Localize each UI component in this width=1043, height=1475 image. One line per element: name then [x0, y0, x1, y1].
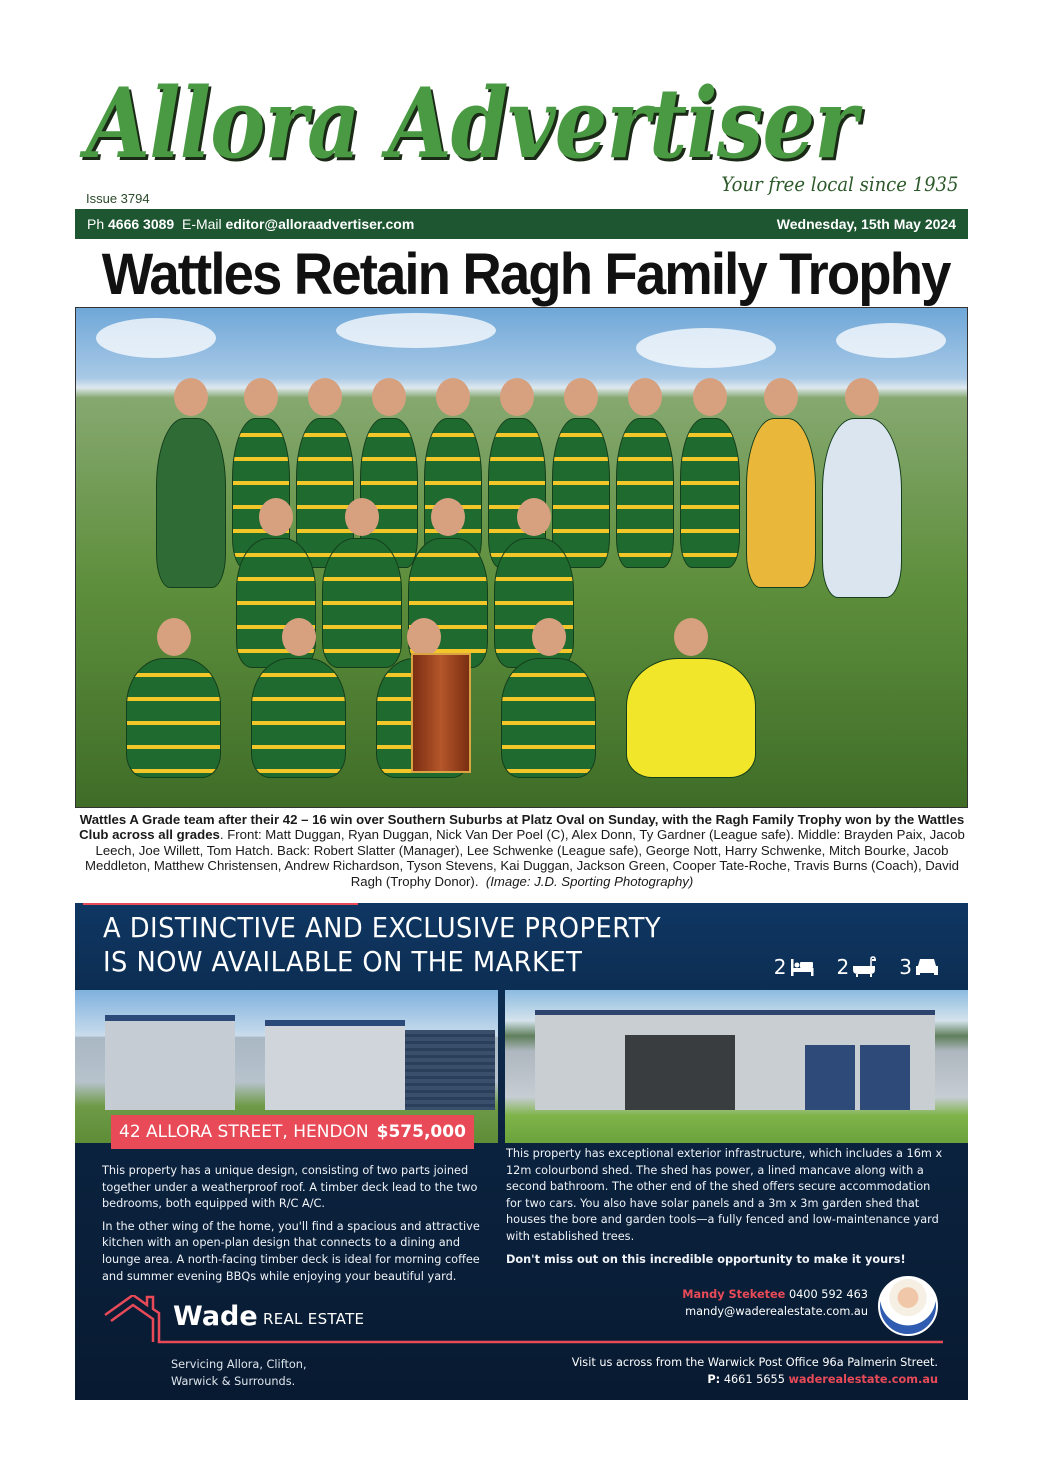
car-icon: [914, 956, 940, 978]
property-price: $575,000: [376, 1122, 466, 1142]
service-area-line-2: Warwick & Surrounds.: [171, 1374, 296, 1388]
bed-icon: [789, 956, 815, 978]
caption-front: . Front: Matt Duggan, Ryan Duggan, Nick Van Der Poel (C), Alex Donn, Ty Gardner (League safe).: [219, 827, 795, 843]
logo-wordmark: Wade: [173, 1301, 258, 1332]
house-description-p2: In the other wing of the home, you'll find a spacious and attractive kitchen with an open-plan design that connects to a dining and lounge area. A north-facing timber deck is ideal for morning coffee and summer evening BBQs while enjoying your beautiful yard.: [102, 1219, 480, 1283]
newspaper-title: Allora Advertiser: [86, 67, 857, 180]
bedroom-count: 2: [773, 955, 787, 979]
agent-avatar: [878, 1276, 938, 1336]
article-headline: Wattles Retain Ragh Family Trophy: [101, 242, 950, 307]
agent-email[interactable]: mandy@waderealestate.com.au: [685, 1305, 868, 1318]
logo-subtitle: REAL ESTATE: [263, 1310, 365, 1328]
ad-heading: [103, 911, 692, 979]
bedrooms-feature: [774, 955, 815, 979]
issue-date: Wednesday, 15th May 2024: [776, 216, 956, 232]
caption-middle: Middle: Brayden Paix, Jacob Leech, Joe Willett, Tom Hatch.: [95, 827, 965, 858]
agent-name: Mandy Steketee: [682, 1288, 786, 1301]
team-photo: [75, 307, 968, 808]
ragh-family-trophy: [411, 653, 471, 773]
contact-date-bar: [75, 209, 968, 239]
tagline: Your free local since 1935: [720, 172, 958, 196]
carspaces-feature: [899, 955, 940, 979]
accent-line: [83, 903, 358, 905]
players-group: [106, 338, 936, 808]
service-area: [171, 1357, 371, 1390]
phone-number: 4666 3089: [108, 216, 175, 232]
infrastructure-description-p1: This property has exceptional exterior infrastructure, which includes a 16m x 12m colourbond shed. The shed has power, a lined mancave along with a second bathroom. The other end of the shed offers secure accommodation for two cars. You also have solar panels and a 3m x 3m garden shed that houses the bore and garden tools—a fully fenced and low-maintenance yard with established trees.: [506, 1147, 943, 1243]
ad-heading-line-2: IS NOW AVAILABLE ON THE MARKET: [103, 945, 583, 978]
office-phone[interactable]: 4661 5655: [723, 1372, 785, 1386]
email-link[interactable]: editor@alloraadvertiser.com: [225, 216, 415, 232]
call-to-action: Don't miss out on this incredible opportunity to make it yours!: [506, 1252, 906, 1266]
ad-heading-line-1: A DISTINCTIVE AND EXCLUSIVE PROPERTY: [103, 911, 662, 944]
office-details: [572, 1355, 938, 1388]
phone-label: Ph: [87, 216, 105, 232]
caption-back: Back: Robert Slatter (Manager), Lee Schwenke (League safe), George Nott, Harry Schwenke, Mitch Bourke, Jacob Meddleton, Matthew Christensen, Andrew Richardson, Tyson Stevens, Kai Duggan, Jackson Green, Cooper Tate-Roche, Travis Burns (Coach), David Ragh (Trophy Donor).: [85, 842, 959, 889]
agent-phone[interactable]: 0400 592 463: [788, 1288, 868, 1301]
issue-number: Issue 3794: [86, 191, 150, 206]
house-description-p1: This property has a unique design, consisting of two parts joined together under a weatherproof roof. A timber deck lead to the two bedrooms, both equipped with R/C A/C.: [102, 1164, 478, 1211]
office-address: Visit us across from the Warwick Post Office 96a Palmerin Street.: [571, 1356, 938, 1369]
property-features: [774, 955, 940, 979]
photo-credit: (Image: J.D. Sporting Photography): [485, 873, 694, 889]
shed-photo: [505, 990, 968, 1143]
website-link[interactable]: waderealestate.com.au: [788, 1372, 938, 1386]
email-label: E-Mail: [181, 216, 222, 232]
bathrooms-feature: [837, 955, 878, 979]
carspace-count: 3: [899, 955, 912, 979]
contact-info: [87, 216, 414, 232]
caption-lead: Wattles A Grade team after their 42 – 16 win over Southern Suburbs at Platz Oval on Sunday, with the Ragh Family Trophy won by the Wattles Club across all grades: [79, 812, 965, 843]
office-phone-label: P:: [707, 1372, 721, 1386]
service-area-line-1: Servicing Allora, Clifton,: [171, 1358, 307, 1371]
address-price-tag: [111, 1115, 474, 1149]
property-address: 42 ALLORA STREET, HENDON: [119, 1122, 369, 1142]
bathroom-count: 2: [836, 955, 850, 979]
agent-contact: [682, 1286, 868, 1320]
real-estate-advertisement: [75, 903, 968, 1400]
infrastructure-description: [506, 1146, 946, 1268]
bath-icon: [851, 956, 877, 978]
house-description: [102, 1163, 502, 1285]
photo-caption: [78, 812, 966, 889]
